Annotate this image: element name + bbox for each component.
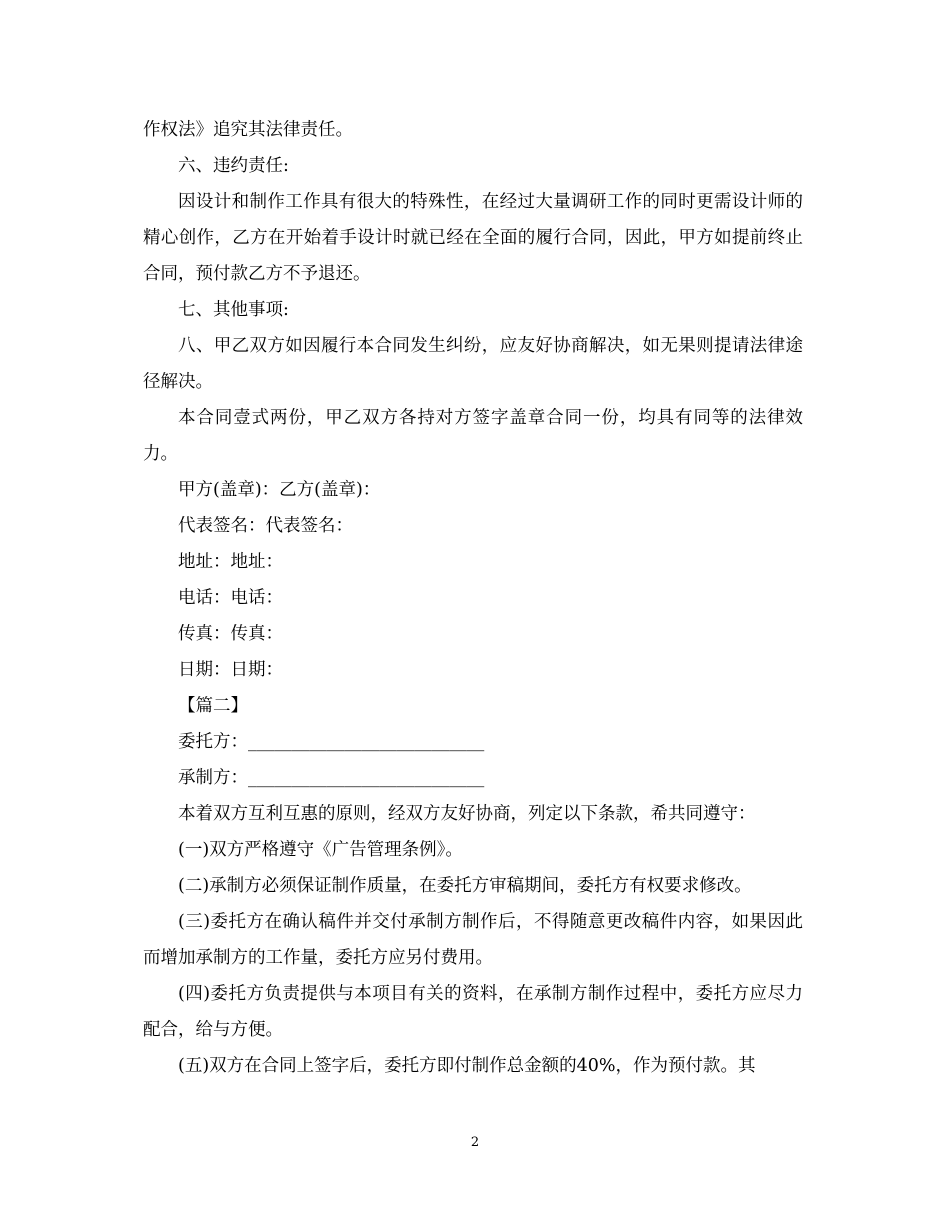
heading-other-matters: 七、其他事项: <box>178 300 289 320</box>
paragraph-copyright-liability: 作权法》追究其法律责任。 <box>143 120 353 140</box>
signature-line-phone: 电话：电话： <box>178 588 283 608</box>
field-contractor: 承制方：___________________________ <box>178 768 485 788</box>
signature-line-date: 日期：日期： <box>178 660 283 680</box>
signature-line-representative: 代表签名：代表签名： <box>178 516 353 536</box>
paragraph-principles: 本着双方互利互惠的原则，经双方友好协商，列定以下条款，希共同遵守： <box>178 804 756 824</box>
field-client: 委托方：___________________________ <box>178 732 485 752</box>
signature-line-address: 地址：地址： <box>178 552 283 572</box>
clause-1: (一)双方严格遵守《广告管理条例》。 <box>178 840 463 860</box>
clause-4: (四)委托方负责提供与本项目有关的资料，在承制方制作过程中，委托方应尽力配合，给与方便。 <box>143 984 803 1040</box>
document-body <box>143 112 803 1084</box>
paragraph-copies-validity: 本合同壹式两份，甲乙双方各持对方签字盖章合同一份，均具有同等的法律效力。 <box>143 408 803 464</box>
section-heading-part-two: 【篇二】 <box>178 696 248 716</box>
clause-5: (五)双方在合同上签字后，委托方即付制作总金额的40%，作为预付款。其 <box>178 1056 756 1076</box>
heading-breach-liability: 六、违约责任: <box>178 156 289 176</box>
clause-2: (二)承制方必须保证制作质量，在委托方审稿期间，委托方有权要求修改。 <box>178 876 752 896</box>
signature-line-fax: 传真：传真： <box>178 624 283 644</box>
paragraph-breach-details: 因设计和制作工作具有很大的特殊性，在经过大量调研工作的同时更需设计师的精心创作，乙方在开始着手设计时就已经在全面的履行合同，因此，甲方如提前终止合同，预付款乙方不予退还。 <box>143 192 803 284</box>
clause-3: (三)委托方在确认稿件并交付承制方制作后，不得随意更改稿件内容，如果因此而增加承制方的工作量，委托方应另付费用。 <box>143 912 803 968</box>
page-number: 2 <box>470 1135 480 1150</box>
paragraph-dispute-resolution: 八、甲乙双方如因履行本合同发生纠纷，应友好协商解决，如无果则提请法律途径解决。 <box>143 336 803 392</box>
signature-line-seal: 甲方(盖章)：乙方(盖章)： <box>178 480 381 500</box>
